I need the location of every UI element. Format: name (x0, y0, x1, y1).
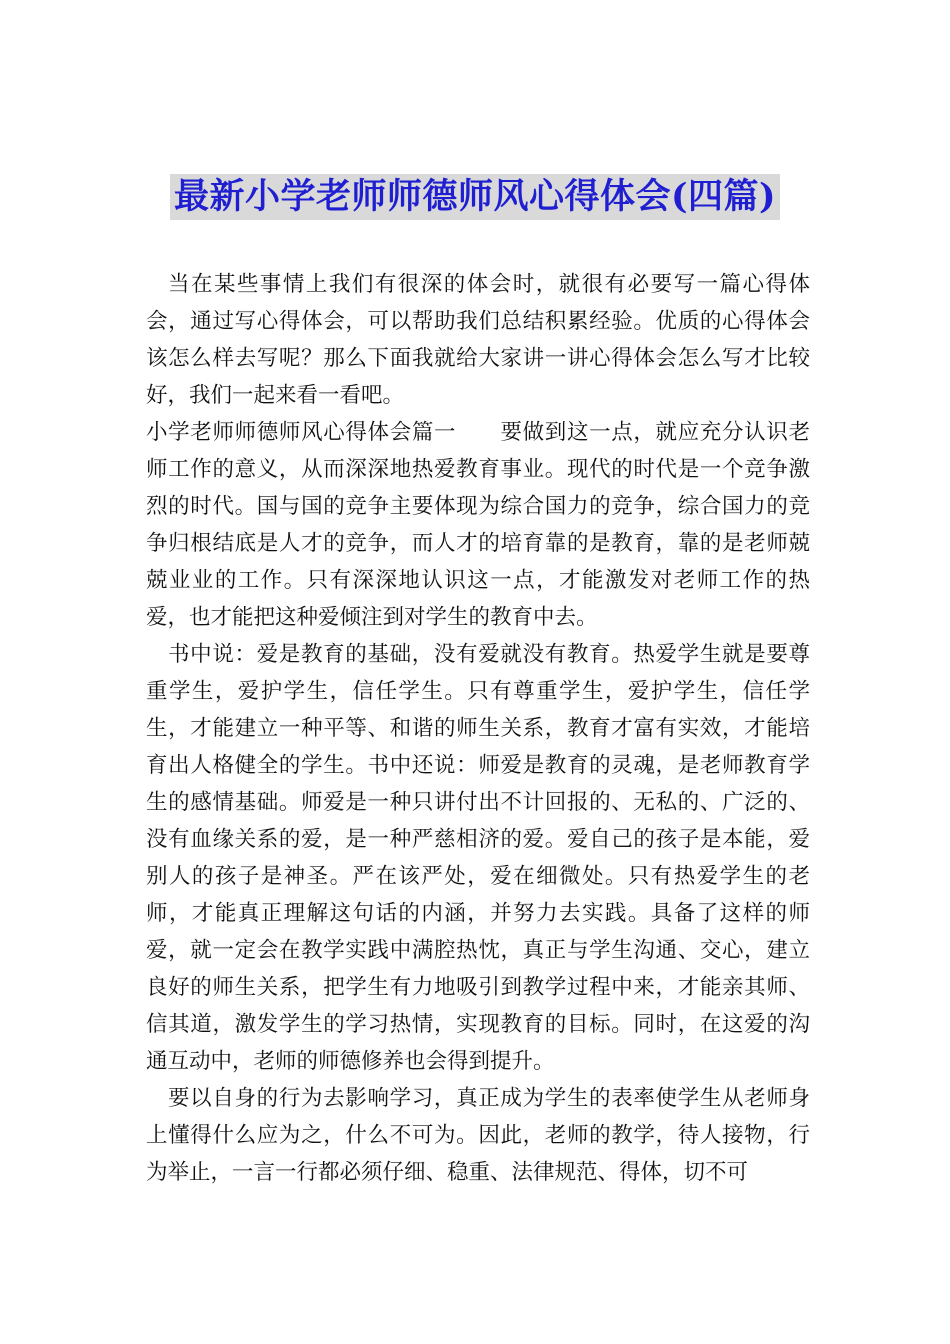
title-block (0, 174, 950, 220)
document-body (146, 266, 810, 1191)
paragraph-role-model: 要以自身的行为去影响学习，真正成为学生的表率使学生从老师身上懂得什么应为之，什么不可为。因此，老师的教学，待人接物，行为举止，一言一行都必须仔细、稳重、法律规范、得体，切不可 (146, 1086, 810, 1185)
paragraph-teacher-love: 书中说：爱是教育的基础，没有爱就没有教育。热爱学生就是要尊重学生，爱护学生，信任学生。只有尊重学生，爱护学生，信任学生，才能建立一种平等、和谐的师生关系，教育才富有实效，才能培育出人格健全的学生。书中还说：师爱是教育的灵魂，是老师教育学生的感情基础。师爱是一种只讲付出不计回报的、无私的、广泛的、没有血缘关系的爱，是一种严慈相济的爱。爱自己的孩子是本能，爱别人的孩子是神圣。严在该严处，爱在细微处。只有热爱学生的老师，才能真正理解这句话的内涵，并努力去实践。具备了这样的师爱，就一定会在教学实践中满腔热忱，真正与学生沟通、交心，建立良好的师生关系，把学生有力地吸引到教学过程中来，才能亲其师、信其道，激发学生的学习热情，实现教育的目标。同时，在这爱的沟通互动中，老师的师德修养也会得到提升。 (146, 642, 810, 1074)
paragraph-part-one: 小学老师师德师风心得体会篇一 要做到这一点，就应充分认识老师工作的意义，从而深深地热爱教育事业。现代的时代是一个竞争激烈的时代。国与国的竞争主要体现为综合国力的竞争，综合国力的竞争归根结底是人才的竞争，而人才的培育靠的是教育，靠的是老师兢兢业业的工作。只有深深地认识这一点，才能激发对老师工作的热爱，也才能把这种爱倾注到对学生的教育中去。 (146, 420, 810, 630)
document-title: 最新小学老师师德师风心得体会(四篇) (170, 174, 780, 220)
paragraph-intro: 当在某些事情上我们有很深的体会时，就很有必要写一篇心得体会，通过写心得体会，可以帮助我们总结积累经验。优质的心得体会该怎么样去写呢？那么下面我就给大家讲一讲心得体会怎么写才比较好，我们一起来看一看吧。 (146, 272, 810, 408)
